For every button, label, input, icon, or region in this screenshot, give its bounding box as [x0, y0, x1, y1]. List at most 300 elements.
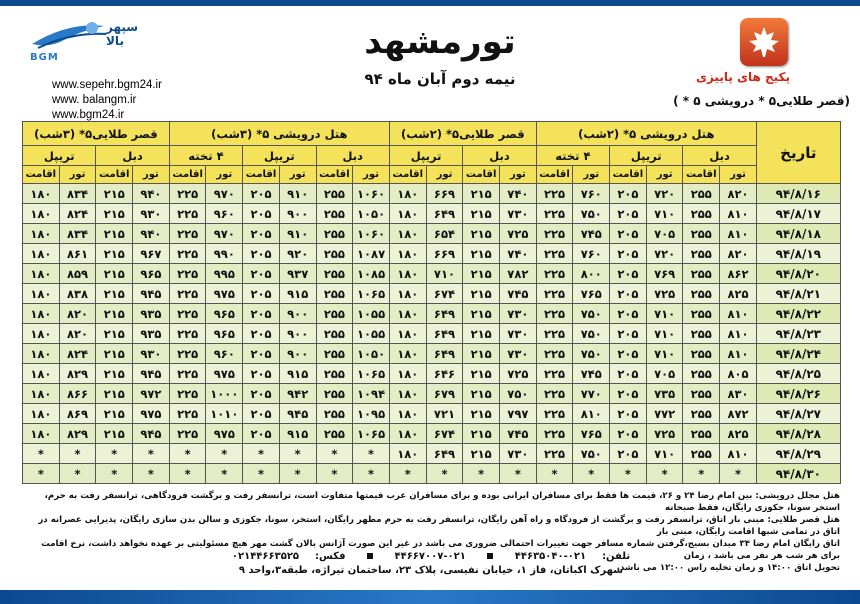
price-cell: *: [169, 444, 206, 464]
price-cell: ۲۵۵: [683, 284, 720, 304]
price-cell: ۹۰۰: [279, 324, 316, 344]
price-cell: ۲۲۵: [536, 344, 573, 364]
price-cell: ۲۱۵: [463, 364, 500, 384]
price-cell: ۲۵۵: [316, 324, 353, 344]
price-cell: ۲۵۵: [683, 244, 720, 264]
date-cell: ۹۴/۸/۲۷: [756, 404, 840, 424]
price-cell: ۲۲۵: [536, 244, 573, 264]
price-cell: ۲۵۵: [316, 404, 353, 424]
price-cell: ۲۱۵: [463, 224, 500, 244]
website-links: [52, 78, 162, 123]
price-cell: ۱۸۰: [389, 364, 426, 384]
price-cell: ۹۴۲: [279, 384, 316, 404]
table-row: [23, 224, 841, 244]
price-cell: ۲۱۵: [96, 404, 133, 424]
price-cell: ۶۴۹: [426, 304, 463, 324]
table-row: [23, 264, 841, 284]
price-cell: ۲۰۵: [610, 284, 647, 304]
price-cell: ۲۰۵: [610, 184, 647, 204]
price-cell: *: [279, 444, 316, 464]
page-title: تورمشهد: [364, 22, 516, 62]
price-cell: ۲۲۵: [169, 204, 206, 224]
price-cell: ۲۵۵: [316, 264, 353, 284]
price-cell: ۲۵۵: [683, 224, 720, 244]
price-cell: ۷۴۵: [499, 424, 536, 444]
maple-leaf-icon: [740, 18, 788, 66]
price-cell: ۷۵۰: [573, 344, 610, 364]
price-cell: ۹۴۵: [133, 424, 170, 444]
price-cell: *: [426, 464, 463, 484]
price-cell: ۷۱۰: [646, 344, 683, 364]
price-cell: ۲۲۵: [536, 304, 573, 324]
price-cell: ۸۳۴: [59, 184, 96, 204]
price-cell: ۹۶۷: [133, 244, 170, 264]
date-cell: ۹۴/۸/۲۸: [756, 424, 840, 444]
price-cell: ۹۳۰: [133, 204, 170, 224]
price-cell: *: [23, 464, 60, 484]
price-cell: ۲۱۵: [463, 444, 500, 464]
price-cell: ۲۵۵: [683, 264, 720, 284]
table-row: [23, 444, 841, 464]
price-cell: ۲۱۵: [463, 244, 500, 264]
note-line: اتاق رایگان امام رضا ۳۴ میدان بسیج،گرفتن شماره مسافر جهت تغییرات احتمالی ضروری می باشد در غیر این صورت آژانس بالان گشت مهر هیچ مسئولیتی بر عهده نخواهد داشت، نرخ اقامت برای هر شب هر نفر می باشد ، زمان: [41, 539, 840, 561]
price-cell: ۲۰۵: [243, 344, 280, 364]
price-cell: ۸۰۰: [573, 264, 610, 284]
price-cell: ۷۱۰: [646, 204, 683, 224]
price-cell: ۹۳۰: [133, 344, 170, 364]
price-cell: ۲۰۵: [610, 364, 647, 384]
url-link[interactable]: www.bgm24.ir: [52, 109, 125, 121]
price-cell: ۱۸۰: [389, 264, 426, 284]
price-cell: ۶۷۴: [426, 284, 463, 304]
price-cell: ۸۷۲: [720, 404, 757, 424]
price-cell: ۷۰۵: [646, 224, 683, 244]
price-cell: ۱۸۰: [389, 184, 426, 204]
price-cell: ۷۶۹: [646, 264, 683, 284]
price-cell: ۱۸۰: [23, 304, 60, 324]
price-cell: ۹۶۵: [133, 264, 170, 284]
price-cell: ۶۶۹: [426, 244, 463, 264]
price-col-header: اقامت: [463, 166, 500, 184]
price-cell: ۲۱۵: [463, 424, 500, 444]
hotel-header: هتل درویشی ۵* (۳شب): [169, 122, 389, 146]
price-cell: ۷۵۰: [573, 444, 610, 464]
fax-label: فکس:: [315, 551, 346, 562]
price-cell: ۲۰۵: [610, 344, 647, 364]
price-cell: ۸۲۵: [720, 424, 757, 444]
price-cell: ۹۰۰: [279, 304, 316, 324]
hotel-header: قصر طلایی۵* (۲شب): [389, 122, 536, 146]
price-col-header: اقامت: [316, 166, 353, 184]
price-cell: ۹۰۰: [279, 344, 316, 364]
price-cell: ۷۲۵: [646, 424, 683, 444]
price-col-header: تور: [426, 166, 463, 184]
price-cell: *: [59, 464, 96, 484]
price-cell: ۲۰۵: [610, 244, 647, 264]
price-cell: ۱۸۰: [389, 204, 426, 224]
price-col-header: اقامت: [96, 166, 133, 184]
price-cell: ۸۱۰: [720, 344, 757, 364]
price-cell: *: [536, 464, 573, 484]
price-cell: ۹۱۵: [279, 364, 316, 384]
price-cell: ۷۳۵: [646, 384, 683, 404]
price-cell: ۲۲۵: [169, 344, 206, 364]
price-cell: ۲۱۵: [96, 224, 133, 244]
price-cell: ۲۵۵: [316, 284, 353, 304]
price-col-header: اقامت: [389, 166, 426, 184]
price-cell: ۶۷۹: [426, 384, 463, 404]
price-cell: ۹۷۰: [206, 224, 243, 244]
price-cell: ۲۲۵: [536, 364, 573, 384]
price-cell: ۲۱۵: [463, 204, 500, 224]
price-cell: ۸۱۰: [720, 224, 757, 244]
table-row: [23, 364, 841, 384]
price-cell: *: [610, 464, 647, 484]
price-cell: *: [720, 464, 757, 484]
price-cell: ۲۰۵: [610, 424, 647, 444]
price-cell: ۱۸۰: [23, 364, 60, 384]
price-cell: ۷۰۵: [646, 364, 683, 384]
fax-number: ۰۲۱۴۴۶۶۳۵۲۵: [231, 551, 300, 562]
price-cell: ۲۰۵: [243, 184, 280, 204]
date-cell: ۹۴/۸/۱۸: [756, 224, 840, 244]
price-cell: ۱۰۸۵: [353, 264, 390, 284]
note-line: هتل مجلل درویشی: بین امام رضا ۲۴ و ۲۶، قیمت ها فقط برای مسافران ایرانی بوده و برای مسافران عرب قیمتها متفاوت است، ترانسفر رفت و برگشت فرودگاهی، ترانسفر رفت به حرم، استخر سونا، جکوزی رایگان، فقط صبحانه: [44, 491, 840, 513]
price-cell: ۹۱۰: [279, 224, 316, 244]
price-cell: ۷۲۱: [426, 404, 463, 424]
price-cell: ۱۸۰: [23, 424, 60, 444]
hotel-header: هتل درویشی ۵* (۲شب): [536, 122, 756, 146]
price-cell: ۸۶۲: [720, 264, 757, 284]
price-cell: ۲۱۵: [96, 324, 133, 344]
price-cell: ۸۲۵: [720, 284, 757, 304]
price-cell: ۹۳۵: [133, 304, 170, 324]
price-cell: ۲۱۵: [96, 264, 133, 284]
price-cell: ۸۲۰: [720, 244, 757, 264]
price-cell: ۲۵۵: [316, 344, 353, 364]
price-cell: ۲۵۵: [683, 184, 720, 204]
price-col-header: تور: [133, 166, 170, 184]
price-col-header: اقامت: [23, 166, 60, 184]
price-cell: ۱۰۶۵: [353, 284, 390, 304]
price-col-header: تور: [206, 166, 243, 184]
price-cell: ۲۲۵: [536, 444, 573, 464]
price-cell: *: [23, 444, 60, 464]
price-cell: ۸۲۴: [59, 204, 96, 224]
price-cell: ۷۶۵: [573, 424, 610, 444]
price-cell: ۲۵۵: [683, 384, 720, 404]
price-cell: ۷۷۰: [573, 384, 610, 404]
price-cell: ۲۲۵: [169, 244, 206, 264]
price-cell: ۷۳۰: [499, 304, 536, 324]
price-cell: ۷۶۰: [573, 244, 610, 264]
price-cell: ۲۰۵: [243, 404, 280, 424]
price-cell: ۱۸۰: [389, 224, 426, 244]
package-subtitle: (قصر طلایی۵ * درویشی ۵ * ): [673, 94, 850, 108]
price-cell: ۲۲۵: [536, 424, 573, 444]
price-cell: *: [353, 464, 390, 484]
table-row: [23, 344, 841, 364]
phone-number: ۰۲۱-۴۴۶۳۵۰۴۰: [514, 551, 587, 562]
price-cell: ۹۱۵: [279, 424, 316, 444]
date-cell: ۹۴/۸/۲۹: [756, 444, 840, 464]
price-cell: ۶۷۴: [426, 424, 463, 444]
note-line: هتل قصر طلایی: مبنی بار اتاق، ترانسفر رفت و برگشت از فرودگاه و راه آهن رایگان، ترانسفر رفت به حرم مطهر رایگان، استخر، سونا، جکوزی و سالن بدن سازی رایگان، پذیرایی عصرانه در اتاق در تمامی شبها اقامت رایگان، مبنی بار: [38, 515, 840, 537]
price-cell: ۲۵۵: [316, 304, 353, 324]
price-cell: *: [463, 464, 500, 484]
price-cell: ۷۵۰: [573, 204, 610, 224]
price-col-header: اقامت: [683, 166, 720, 184]
price-col-header: اقامت: [610, 166, 647, 184]
price-cell: ۱۸۰: [23, 184, 60, 204]
price-cell: ۲۰۵: [243, 384, 280, 404]
price-cell: ۱۰۶۵: [353, 424, 390, 444]
price-cell: ۱۰۵۵: [353, 324, 390, 344]
price-cell: ۲۰۵: [243, 304, 280, 324]
table-row: [23, 244, 841, 264]
price-cell: ۷۳۰: [499, 344, 536, 364]
price-cell: ۱۰۵۵: [353, 304, 390, 324]
price-cell: ۷۵۰: [573, 304, 610, 324]
price-cell: ۲۰۵: [243, 244, 280, 264]
price-cell: ۱۰۵۰: [353, 204, 390, 224]
price-cell: ۲۵۵: [316, 204, 353, 224]
price-cell: ۶۴۹: [426, 444, 463, 464]
price-cell: ۲۲۵: [169, 364, 206, 384]
hotel-header: قصر طلایی۵* (۳شب): [23, 122, 170, 146]
price-cell: ۱۸۰: [23, 264, 60, 284]
price-cell: ۱۰۶۰: [353, 224, 390, 244]
price-cell: ۹۱۵: [279, 284, 316, 304]
price-cell: ۸۶۱: [59, 244, 96, 264]
phone-label: تلفن:: [602, 551, 631, 562]
price-cell: ۲۲۵: [536, 224, 573, 244]
price-cell: ۹۴۵: [133, 364, 170, 384]
price-cell: ۲۰۵: [243, 264, 280, 284]
price-cell: *: [133, 444, 170, 464]
table-row: [23, 404, 841, 424]
price-cell: ۲۲۵: [536, 264, 573, 284]
price-cell: ۹۳۷: [279, 264, 316, 284]
price-cell: ۹۴۵: [279, 404, 316, 424]
price-cell: ۲۰۵: [610, 204, 647, 224]
price-cell: ۸۱۰: [573, 404, 610, 424]
price-cell: ۱۸۰: [389, 384, 426, 404]
price-cell: *: [206, 464, 243, 484]
price-cell: ۷۱۰: [646, 304, 683, 324]
price-cell: ۲۱۵: [463, 284, 500, 304]
brand-logo: [28, 18, 148, 66]
price-cell: ۲۰۵: [610, 224, 647, 244]
price-cell: ۹۰۰: [279, 204, 316, 224]
price-cell: ۱۰۹۴: [353, 384, 390, 404]
price-cell: ۸۲۰: [720, 184, 757, 204]
price-cell: ۲۰۵: [243, 364, 280, 384]
price-cell: ۱۸۰: [23, 284, 60, 304]
price-cell: ۹۷۵: [133, 404, 170, 424]
price-cell: ۷۴۵: [573, 364, 610, 384]
price-cell: ۸۱۰: [720, 204, 757, 224]
price-cell: ۷۲۰: [646, 244, 683, 264]
price-cell: ۹۷۵: [206, 424, 243, 444]
price-cell: *: [169, 464, 206, 484]
price-cell: ۷۳۰: [499, 444, 536, 464]
price-cell: ۲۰۵: [243, 224, 280, 244]
price-cell: ۲۱۵: [96, 284, 133, 304]
price-cell: *: [243, 444, 280, 464]
table-row: [23, 384, 841, 404]
price-cell: ۲۰۵: [243, 204, 280, 224]
room-type-header: دبل: [96, 146, 169, 166]
price-cell: ۷۴۵: [573, 224, 610, 244]
price-cell: ۲۲۵: [536, 384, 573, 404]
price-cell: ۲۰۵: [243, 324, 280, 344]
price-cell: ۲۲۵: [169, 424, 206, 444]
price-cell: ۲۱۵: [96, 364, 133, 384]
price-cell: ۹۷۵: [206, 284, 243, 304]
price-cell: ۲۵۵: [683, 424, 720, 444]
price-cell: ۲۵۵: [683, 404, 720, 424]
price-cell: ۹۷۲: [133, 384, 170, 404]
price-cell: ۲۲۵: [169, 324, 206, 344]
price-cell: ۲۵۵: [316, 424, 353, 444]
price-cell: ۲۲۵: [169, 224, 206, 244]
room-type-header: دبل: [463, 146, 536, 166]
price-cell: ۱۸۰: [389, 304, 426, 324]
price-cell: ۹۴۰: [133, 224, 170, 244]
price-cell: *: [353, 444, 390, 464]
price-cell: ۸۳۸: [59, 284, 96, 304]
price-cell: ۱۰۰۰: [206, 384, 243, 404]
bullet-icon: [367, 553, 373, 559]
price-cell: ۲۱۵: [463, 304, 500, 324]
price-cell: ۸۱۰: [720, 304, 757, 324]
price-cell: ۹۹۵: [206, 264, 243, 284]
price-cell: ۶۴۹: [426, 324, 463, 344]
price-cell: ۱۰۵۰: [353, 344, 390, 364]
note-line: تحویل اتاق ۱۴:۰۰ و زمان تخلیه راس ۱۲:۰۰ می باشد.: [616, 563, 840, 573]
price-cell: ۱۸۰: [23, 244, 60, 264]
price-cell: ۲۲۵: [169, 284, 206, 304]
price-cell: ۲۰۵: [610, 304, 647, 324]
price-col-header: اقامت: [536, 166, 573, 184]
price-cell: ۲۱۵: [96, 184, 133, 204]
room-type-header: تریپل: [610, 146, 683, 166]
price-cell: ۷۲۵: [646, 284, 683, 304]
price-cell: ۸۰۵: [720, 364, 757, 384]
date-cell: ۹۴/۸/۲۶: [756, 384, 840, 404]
price-cell: *: [316, 464, 353, 484]
url-link[interactable]: www. balangm.ir: [52, 94, 137, 106]
price-cell: ۷۴۰: [499, 184, 536, 204]
price-cell: *: [96, 444, 133, 464]
room-type-header: دبل: [683, 146, 756, 166]
price-cell: ۱۰۱۰: [206, 404, 243, 424]
price-cell: ۲۲۵: [169, 184, 206, 204]
price-cell: *: [683, 464, 720, 484]
address: شهرک اکباتان، فاز ۱، خیابان نفیسی، پلاک ۲۳، ساختمان تیراژه، طبقه۳،واحد ۹: [238, 565, 624, 576]
price-cell: *: [646, 464, 683, 484]
price-cell: ۲۵۵: [683, 304, 720, 324]
price-cell: *: [279, 464, 316, 484]
price-cell: ۲۵۵: [316, 364, 353, 384]
price-cell: ۲۰۵: [610, 384, 647, 404]
price-cell: ۹۶۵: [206, 324, 243, 344]
price-cell: ۷۲۵: [499, 224, 536, 244]
price-col-header: تور: [646, 166, 683, 184]
price-cell: ۲۱۵: [463, 344, 500, 364]
price-cell: *: [573, 464, 610, 484]
price-cell: ۹۱۰: [279, 184, 316, 204]
url-link[interactable]: www.sepehr.bgm24.ir: [52, 79, 162, 91]
date-cell: ۹۴/۸/۳۰: [756, 464, 840, 484]
price-col-header: اقامت: [169, 166, 206, 184]
price-cell: ۶۴۹: [426, 344, 463, 364]
date-cell: ۹۴/۸/۲۳: [756, 324, 840, 344]
table-row: [23, 464, 841, 484]
price-cell: ۲۱۵: [463, 264, 500, 284]
price-cell: ۲۲۵: [169, 384, 206, 404]
price-cell: ۱۸۰: [23, 344, 60, 364]
room-type-header: دبل: [316, 146, 389, 166]
price-cell: ۲۲۵: [169, 404, 206, 424]
price-cell: ۱۸۰: [23, 324, 60, 344]
price-cell: ۱۰۹۵: [353, 404, 390, 424]
price-cell: ۸۱۰: [720, 324, 757, 344]
price-cell: ۲۰۵: [610, 444, 647, 464]
price-cell: ۱۸۰: [23, 224, 60, 244]
package-label: پکیج های پاییزی: [695, 70, 791, 84]
price-cell: ۲۰۵: [610, 324, 647, 344]
price-cell: ۲۰۵: [243, 424, 280, 444]
date-cell: ۹۴/۸/۲۱: [756, 284, 840, 304]
price-cell: ۲۵۵: [683, 364, 720, 384]
price-cell: ۹۷۵: [206, 364, 243, 384]
price-cell: ۷۹۷: [499, 404, 536, 424]
price-cell: ۹۳۵: [133, 324, 170, 344]
price-cell: ۲۱۵: [463, 324, 500, 344]
date-cell: ۹۴/۸/۱۷: [756, 204, 840, 224]
price-cell: ۹۴۰: [133, 184, 170, 204]
price-cell: ۶۴۹: [426, 204, 463, 224]
price-cell: ۸۳۰: [720, 384, 757, 404]
price-cell: ۲۵۵: [316, 384, 353, 404]
price-table: [22, 121, 841, 484]
price-cell: ۲۰۵: [610, 264, 647, 284]
price-cell: *: [133, 464, 170, 484]
price-cell: ۷۲۵: [499, 364, 536, 384]
room-type-header: تریپل: [23, 146, 96, 166]
price-cell: ۶۴۶: [426, 364, 463, 384]
contact-info: [22, 550, 840, 578]
price-cell: ۲۵۵: [683, 444, 720, 464]
price-cell: ۲۱۵: [96, 304, 133, 324]
price-cell: ۲۰۵: [610, 404, 647, 424]
bottom-stripe: [0, 590, 860, 604]
price-cell: ۹۴۵: [133, 284, 170, 304]
price-cell: ۸۳۴: [59, 224, 96, 244]
price-cell: *: [59, 444, 96, 464]
price-cell: ۷۶۵: [573, 284, 610, 304]
price-cell: ۸۱۰: [720, 444, 757, 464]
price-col-header: اقامت: [243, 166, 280, 184]
room-type-header: ۴ تخته: [169, 146, 242, 166]
price-cell: ۸۶۶: [59, 384, 96, 404]
page-subtitle: نیمه دوم آبان ماه ۹۴: [364, 70, 516, 88]
price-cell: ۱۰۸۷: [353, 244, 390, 264]
price-col-header: تور: [353, 166, 390, 184]
table-row: [23, 204, 841, 224]
